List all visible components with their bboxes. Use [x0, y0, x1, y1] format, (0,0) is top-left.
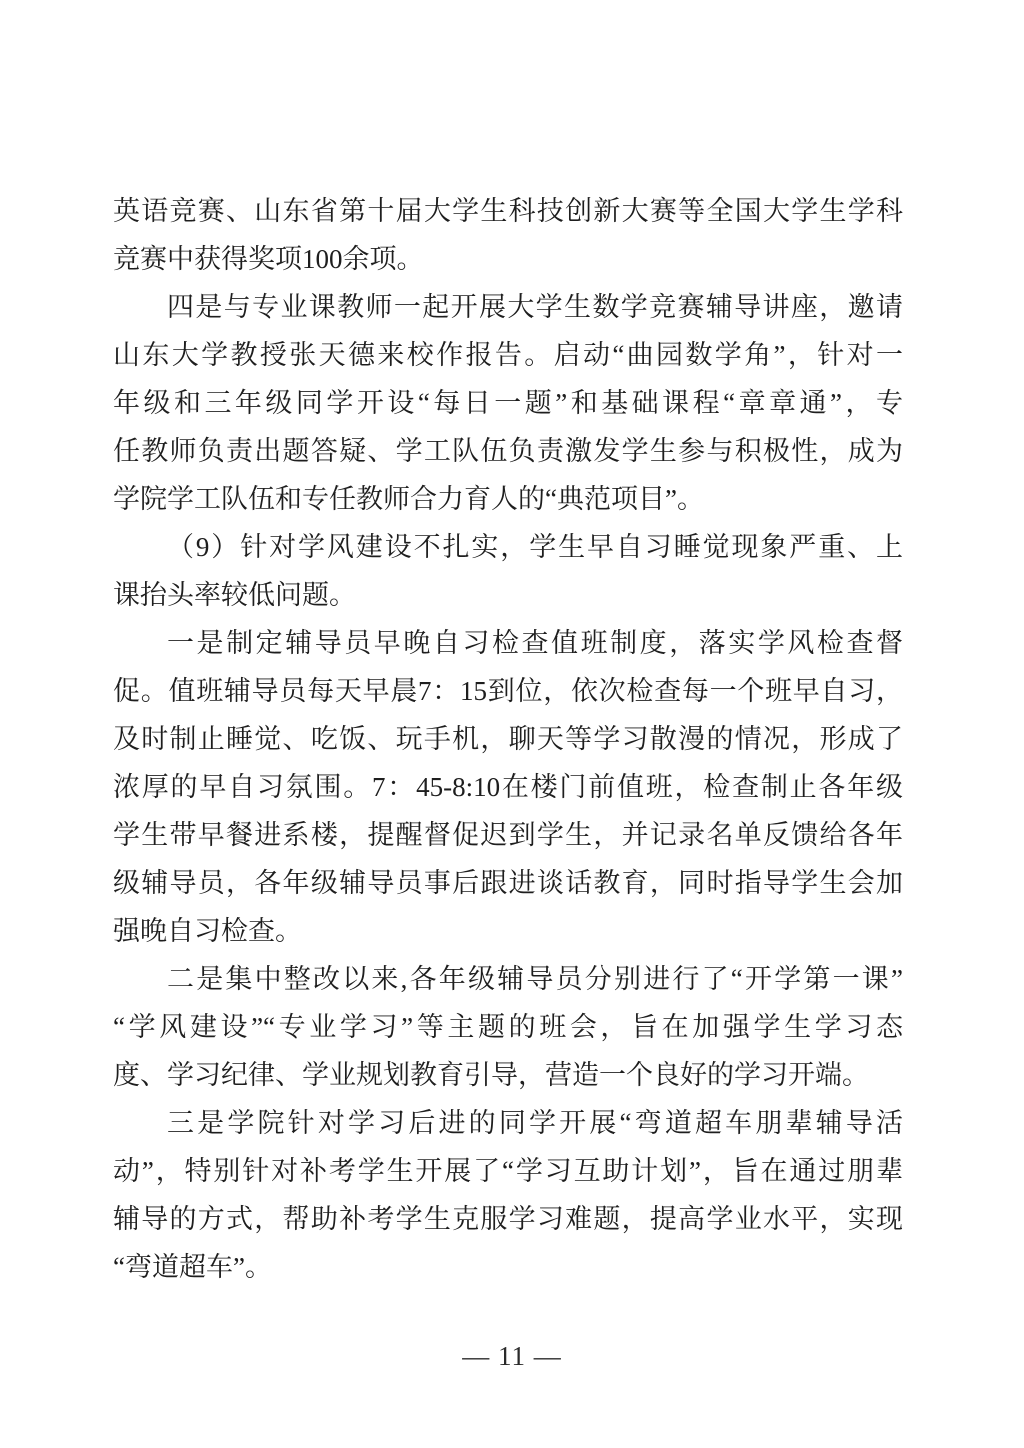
- paragraph: [113, 955, 903, 1099]
- text-line: （9）针对学风建设不扎实，学生早自习睡觉现象严重、上: [167, 532, 903, 562]
- text-line: 浓厚的早自习氛围。7：45-8:10在楼门前值班，检查制止各年级: [113, 772, 903, 802]
- paragraph: [113, 187, 903, 283]
- paragraph: [113, 283, 903, 523]
- text-line: 四是与专业课教师一起开展大学生数学竞赛辅导讲座，邀请: [167, 292, 903, 322]
- text-line: 山东大学教授张天德来校作报告。启动“曲园数学角”，针对一: [113, 340, 903, 370]
- paragraph: [113, 523, 903, 619]
- text-line: 促。值班辅导员每天早晨7：15到位，依次检查每一个班早自习，: [113, 676, 903, 706]
- text-line: 强晚自习检查。: [113, 916, 302, 946]
- text-line: 年级和三年级同学开设“每日一题”和基础课程“章章通”，专: [113, 388, 903, 418]
- document-text-block: [113, 187, 903, 1291]
- paragraph: [113, 1099, 903, 1291]
- text-line: 动”，特别针对补考学生开展了“学习互助计划”，旨在通过朋辈: [113, 1156, 903, 1186]
- text-line: 英语竞赛、山东省第十届大学生科技创新大赛等全国大学生学科: [113, 196, 903, 226]
- text-line: 及时制止睡觉、吃饭、玩手机，聊天等学习散漫的情况，形成了: [113, 724, 903, 754]
- text-line: 竞赛中获得奖项100余项。: [113, 244, 424, 274]
- text-line: 三是学院针对学习后进的同学开展“弯道超车朋辈辅导活: [167, 1108, 903, 1138]
- text-line: 辅导的方式，帮助补考学生克服学习难题，提高学业水平，实现: [113, 1204, 903, 1234]
- page-number: — 11 —: [462, 1341, 562, 1371]
- text-line: 学院学工队伍和专任教师合力育人的“典范项目”。: [113, 484, 704, 514]
- text-line: 二是集中整改以来,各年级辅导员分别进行了“开学第一课”: [167, 964, 903, 994]
- paragraph: [113, 619, 903, 955]
- text-line: 级辅导员，各年级辅导员事后跟进谈话教育，同时指导学生会加: [113, 868, 903, 898]
- text-line: 任教师负责出题答疑、学工队伍负责激发学生参与积极性，成为: [113, 436, 903, 466]
- text-line: 一是制定辅导员早晚自习检查值班制度，落实学风检查督: [167, 628, 903, 658]
- text-line: 课抬头率较低问题。: [113, 580, 356, 610]
- text-line: 度、学习纪律、学业规划教育引导，营造一个良好的学习开端。: [113, 1060, 869, 1090]
- text-line: 学生带早餐进系楼，提醒督促迟到学生，并记录名单反馈给各年: [113, 820, 903, 850]
- page-footer: [0, 1336, 1024, 1376]
- text-line: “弯道超车”。: [113, 1252, 272, 1282]
- text-line: “学风建设”“专业学习”等主题的班会，旨在加强学生学习态: [113, 1012, 903, 1042]
